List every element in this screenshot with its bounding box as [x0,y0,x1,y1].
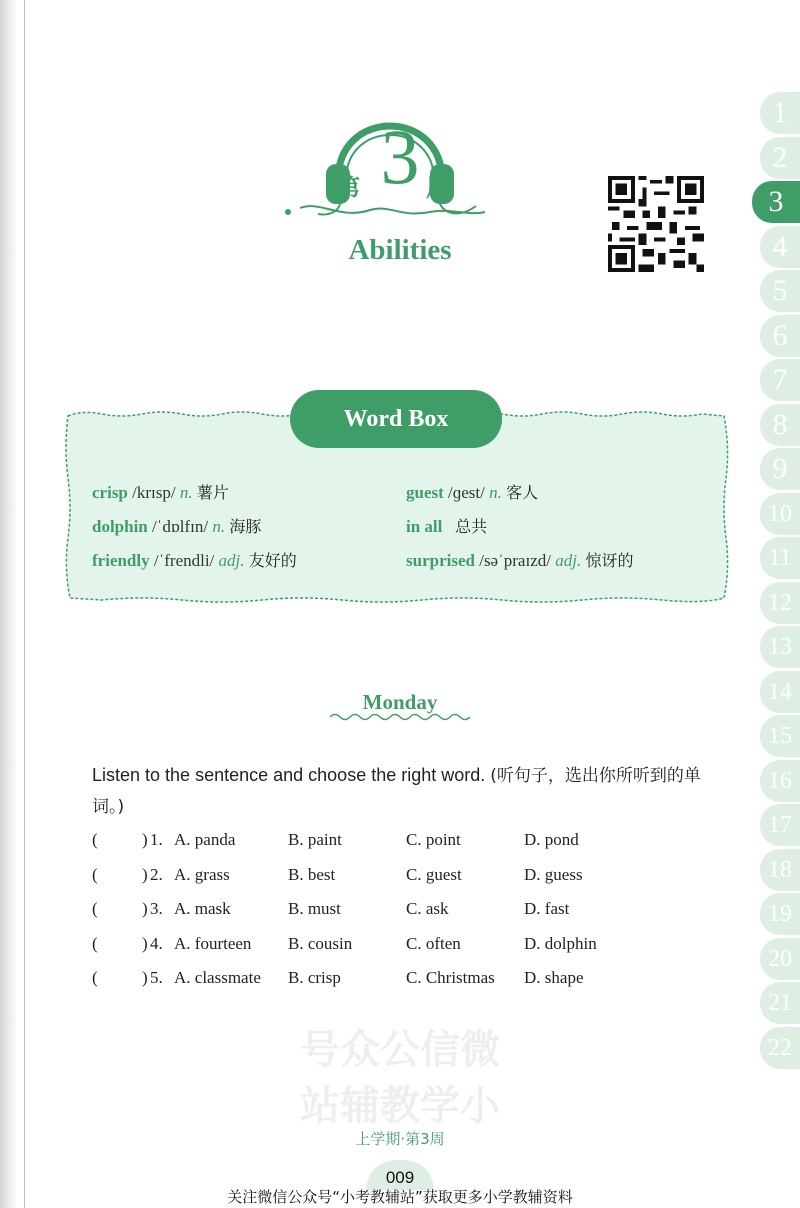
option-c[interactable]: C. ask [406,899,449,918]
word-entry [406,480,538,503]
option-d[interactable]: D. guess [524,864,583,884]
option-d[interactable]: D. pond [524,830,579,849]
week-tab-3[interactable]: 3 [752,181,800,223]
option-c[interactable]: C. point [406,830,461,849]
meaning: 客人 [506,483,539,502]
week-tab-21[interactable]: 21 [760,982,800,1024]
page-number: 009 [366,1160,434,1190]
option-a[interactable]: A. grass [174,864,230,884]
week-tab-19[interactable]: 19 [760,893,800,935]
week-tab-10[interactable]: 10 [760,493,800,535]
footer-caption: 上学期·第3周 [355,1130,445,1148]
week-char-right: 周 [426,173,450,202]
week-tab-20[interactable]: 20 [760,938,800,980]
word: in all [406,517,443,536]
word-entry [92,480,229,503]
meaning: 总共 [455,517,488,536]
answer-bracket: ) [142,899,148,918]
answer-bracket[interactable]: ( [92,864,98,884]
answer-bracket[interactable]: ( [92,933,98,953]
week-tab-1[interactable]: 1 [760,92,800,134]
part-of-speech: adj. [218,551,245,570]
phonetic: /ˈfrendli/ [153,551,215,570]
option-a[interactable]: A. mask [174,899,231,918]
option-b[interactable]: B. best [288,864,336,884]
phonetic: /səˈpraɪzd/ [479,551,551,570]
meaning: 友好的 [248,551,297,570]
question-number: 2. [150,864,163,884]
answer-bracket: ) [142,968,148,987]
answer-bracket[interactable]: ( [92,899,98,918]
option-a[interactable]: A. panda [174,830,236,849]
week-tab-8[interactable]: 8 [760,404,800,446]
answer-bracket[interactable]: ( [92,830,98,849]
week-tab-9[interactable]: 9 [760,448,800,490]
phonetic: /krɪsp/ [132,483,176,502]
word: guest [406,483,444,502]
qr-code-icon[interactable] [608,176,704,272]
part-of-speech: n. [212,517,226,536]
instruction-cn: (听句子，选出你所听到的单词。) [92,766,701,817]
week-tab-4[interactable]: 4 [760,226,800,268]
instruction [92,760,712,822]
option-b[interactable]: B. paint [288,830,342,849]
week-tab-12[interactable]: 12 [760,582,800,624]
answer-bracket: ) [142,864,148,884]
instruction-en: Listen to the sentence and choose the right word. [92,765,486,785]
question-number: 1. [150,830,163,849]
option-d[interactable]: D. dolphin [524,933,597,953]
week-tab-5[interactable]: 5 [760,270,800,312]
week-tab-7[interactable]: 7 [760,359,800,401]
option-a[interactable]: A. fourteen [174,933,252,953]
word-box-title: Word Box [290,390,502,448]
question-number: 3. [150,899,163,918]
word-entry [92,548,297,571]
week-tab-16[interactable]: 16 [760,760,800,802]
meaning: 海豚 [229,517,262,536]
watermark [300,1022,500,1134]
part-of-speech: n. [489,483,502,502]
question-number: 4. [150,933,163,953]
watermark-line: 站辅教学小 [300,1083,500,1129]
word: crisp [92,483,128,502]
word: surprised [406,551,475,570]
day-heading: Monday [362,690,438,714]
week-tab-14[interactable]: 14 [760,671,800,713]
option-a[interactable]: A. classmate [174,968,261,987]
question-number: 5. [150,968,163,987]
phonetic: /ˈdɒlfɪn/ [152,517,209,536]
footer-note: 关注微信公众号“小考教辅站”获取更多小学教辅资料 [227,1188,573,1206]
week-tab-18[interactable]: 18 [760,849,800,891]
part-of-speech: adj. [555,551,582,570]
week-tab-2[interactable]: 2 [760,137,800,179]
week-tab-15[interactable]: 15 [760,715,800,757]
page-edge [24,0,25,1208]
week-tab-6[interactable]: 6 [760,315,800,357]
option-d[interactable]: D. shape [524,968,584,987]
answer-bracket: ) [142,830,148,849]
option-b[interactable]: B. must [288,899,341,918]
answer-bracket[interactable]: ( [92,968,98,987]
week-char-left: 第 [336,173,360,202]
week-tab-17[interactable]: 17 [760,804,800,846]
week-tab-13[interactable]: 13 [760,626,800,668]
week-number: 3 [380,113,420,200]
word: friendly [92,551,150,570]
option-b[interactable]: B. cousin [288,933,353,953]
week-tab-11[interactable]: 11 [760,537,800,579]
book-spine [0,0,16,1208]
unit-title: Abilities [348,234,452,266]
phonetic: /ɡest/ [448,483,485,502]
word-entry [92,514,261,537]
word-entry [406,514,487,537]
meaning: 薯片 [196,483,229,502]
watermark-line: 号众公信微 [300,1027,500,1073]
word: dolphin [92,517,148,536]
option-b[interactable]: B. crisp [288,968,341,987]
word-entry [406,548,633,571]
week-tab-22[interactable]: 22 [760,1027,800,1069]
answer-bracket: ) [142,933,148,953]
wave-underline [330,712,470,722]
part-of-speech: n. [179,483,193,502]
option-c[interactable]: C. Christmas [406,968,495,987]
option-d[interactable]: D. fast [524,899,570,918]
option-c[interactable]: C. often [406,933,461,953]
option-c[interactable]: C. guest [406,864,462,884]
meaning: 惊讶的 [585,551,634,570]
